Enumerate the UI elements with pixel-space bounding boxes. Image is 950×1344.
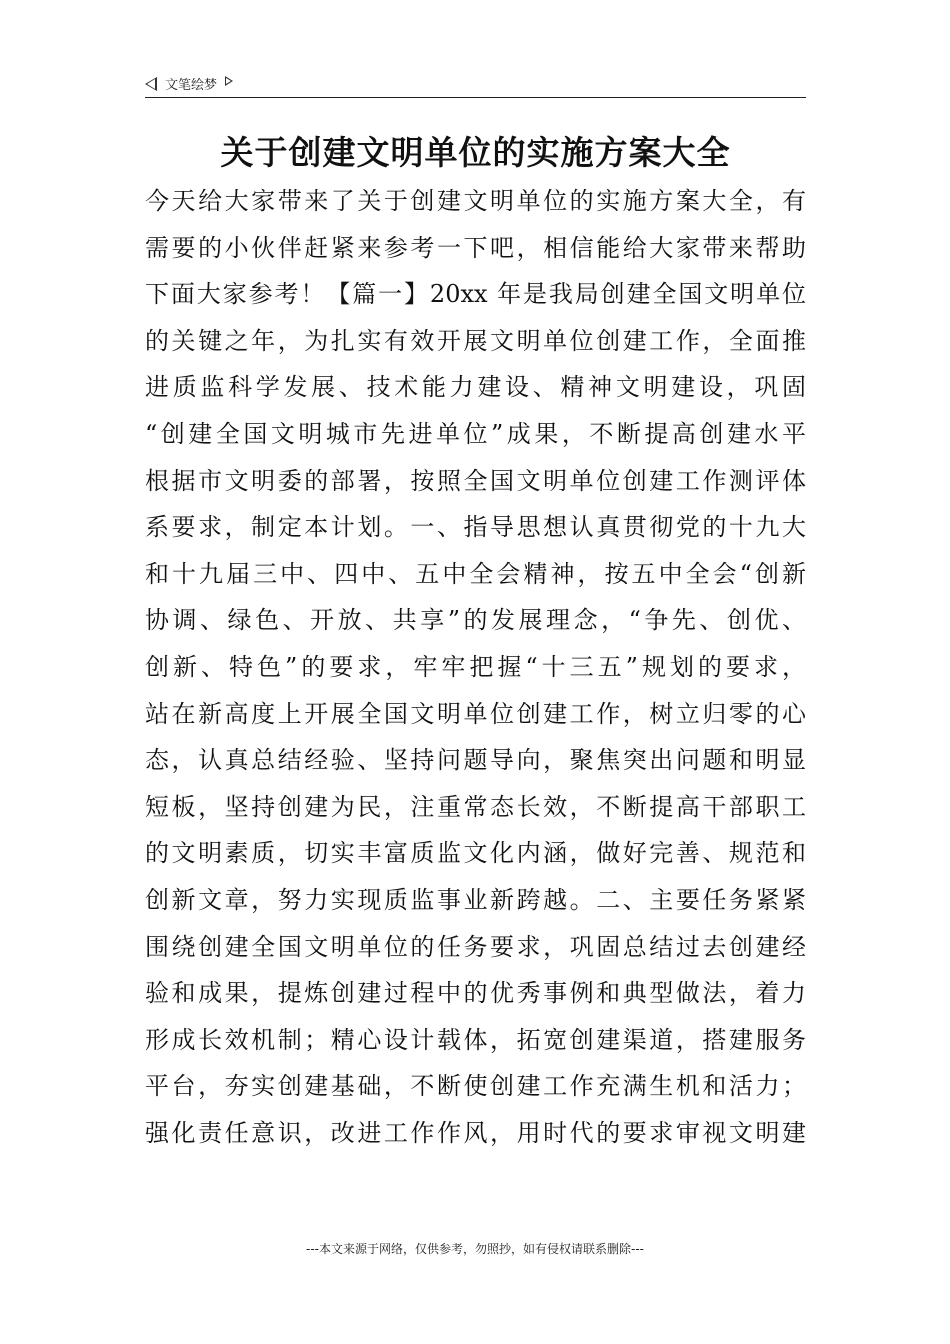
body-line: “创建全国文明城市先进单位”成果，不断提高创建水平 — [145, 419, 806, 448]
body-line: 站在新高度上开展全国文明单位创建工作，树立归零的心 — [145, 699, 806, 728]
page-header — [145, 72, 806, 98]
triangle-left-outline-icon — [145, 77, 157, 91]
triangle-right-outline-icon — [225, 76, 233, 86]
document-title: 关于创建文明单位的实施方案大全 — [220, 133, 731, 172]
body-line: 下面大家参考！【篇一】20xx 年是我局创建全国文明单位 — [145, 280, 806, 309]
document-body — [145, 178, 806, 1156]
body-line: 短板，坚持创建为民，注重常态长效，不断提高干部职工 — [145, 792, 806, 821]
body-line: 协调、绿色、开放、共享”的发展理念，“争先、创优、 — [145, 606, 806, 635]
body-line: 平台，夯实创建基础，不断使创建工作充满生机和活力； — [145, 1072, 806, 1101]
body-line: 创新文章，努力实现质监事业新跨越。二、主要任务紧紧 — [145, 885, 806, 914]
body-line: 进质监科学发展、技术能力建设、精神文明建设，巩固 — [145, 373, 806, 402]
body-line: 的文明素质，切实丰富质监文化内涵，做好完善、规范和 — [145, 839, 806, 868]
body-line: 根据市文明委的部署，按照全国文明单位创建工作测评体 — [145, 466, 806, 495]
body-line: 形成长效机制；精心设计载体，拓宽创建渠道，搭建服务 — [145, 1025, 806, 1054]
body-line: 验和成果，提炼创建过程中的优秀事例和典型做法，着力 — [145, 979, 806, 1008]
body-line: 创新、特色”的要求，牢牢把握“十三五”规划的要求， — [145, 652, 806, 681]
body-line: 需要的小伙伴赶紧来参考一下吧，相信能给大家带来帮助 — [145, 233, 806, 262]
body-line: 系要求，制定本计划。一、指导思想认真贯彻党的十九大 — [145, 513, 806, 542]
body-line: 态，认真总结经验、坚持问题导向，聚焦突出问题和明显 — [145, 746, 806, 775]
header-brand-label: 文笔绘梦 — [165, 78, 218, 93]
body-line: 围绕创建全国文明单位的任务要求，巩固总结过去创建经 — [145, 932, 806, 961]
header-brand — [145, 74, 233, 93]
page-footer-disclaimer: ---本文来源于网络，仅供参考，勿照抄，如有侵权请联系删除--- — [306, 1242, 644, 1256]
body-line: 的关键之年，为扎实有效开展文明单位创建工作，全面推 — [145, 326, 806, 355]
body-line: 强化责任意识，改进工作作风，用时代的要求审视文明建 — [145, 1118, 806, 1147]
body-line: 今天给大家带来了关于创建文明单位的实施方案大全，有 — [145, 187, 806, 215]
body-line: 和十九届三中、四中、五中全会精神，按五中全会“创新 — [145, 559, 806, 588]
